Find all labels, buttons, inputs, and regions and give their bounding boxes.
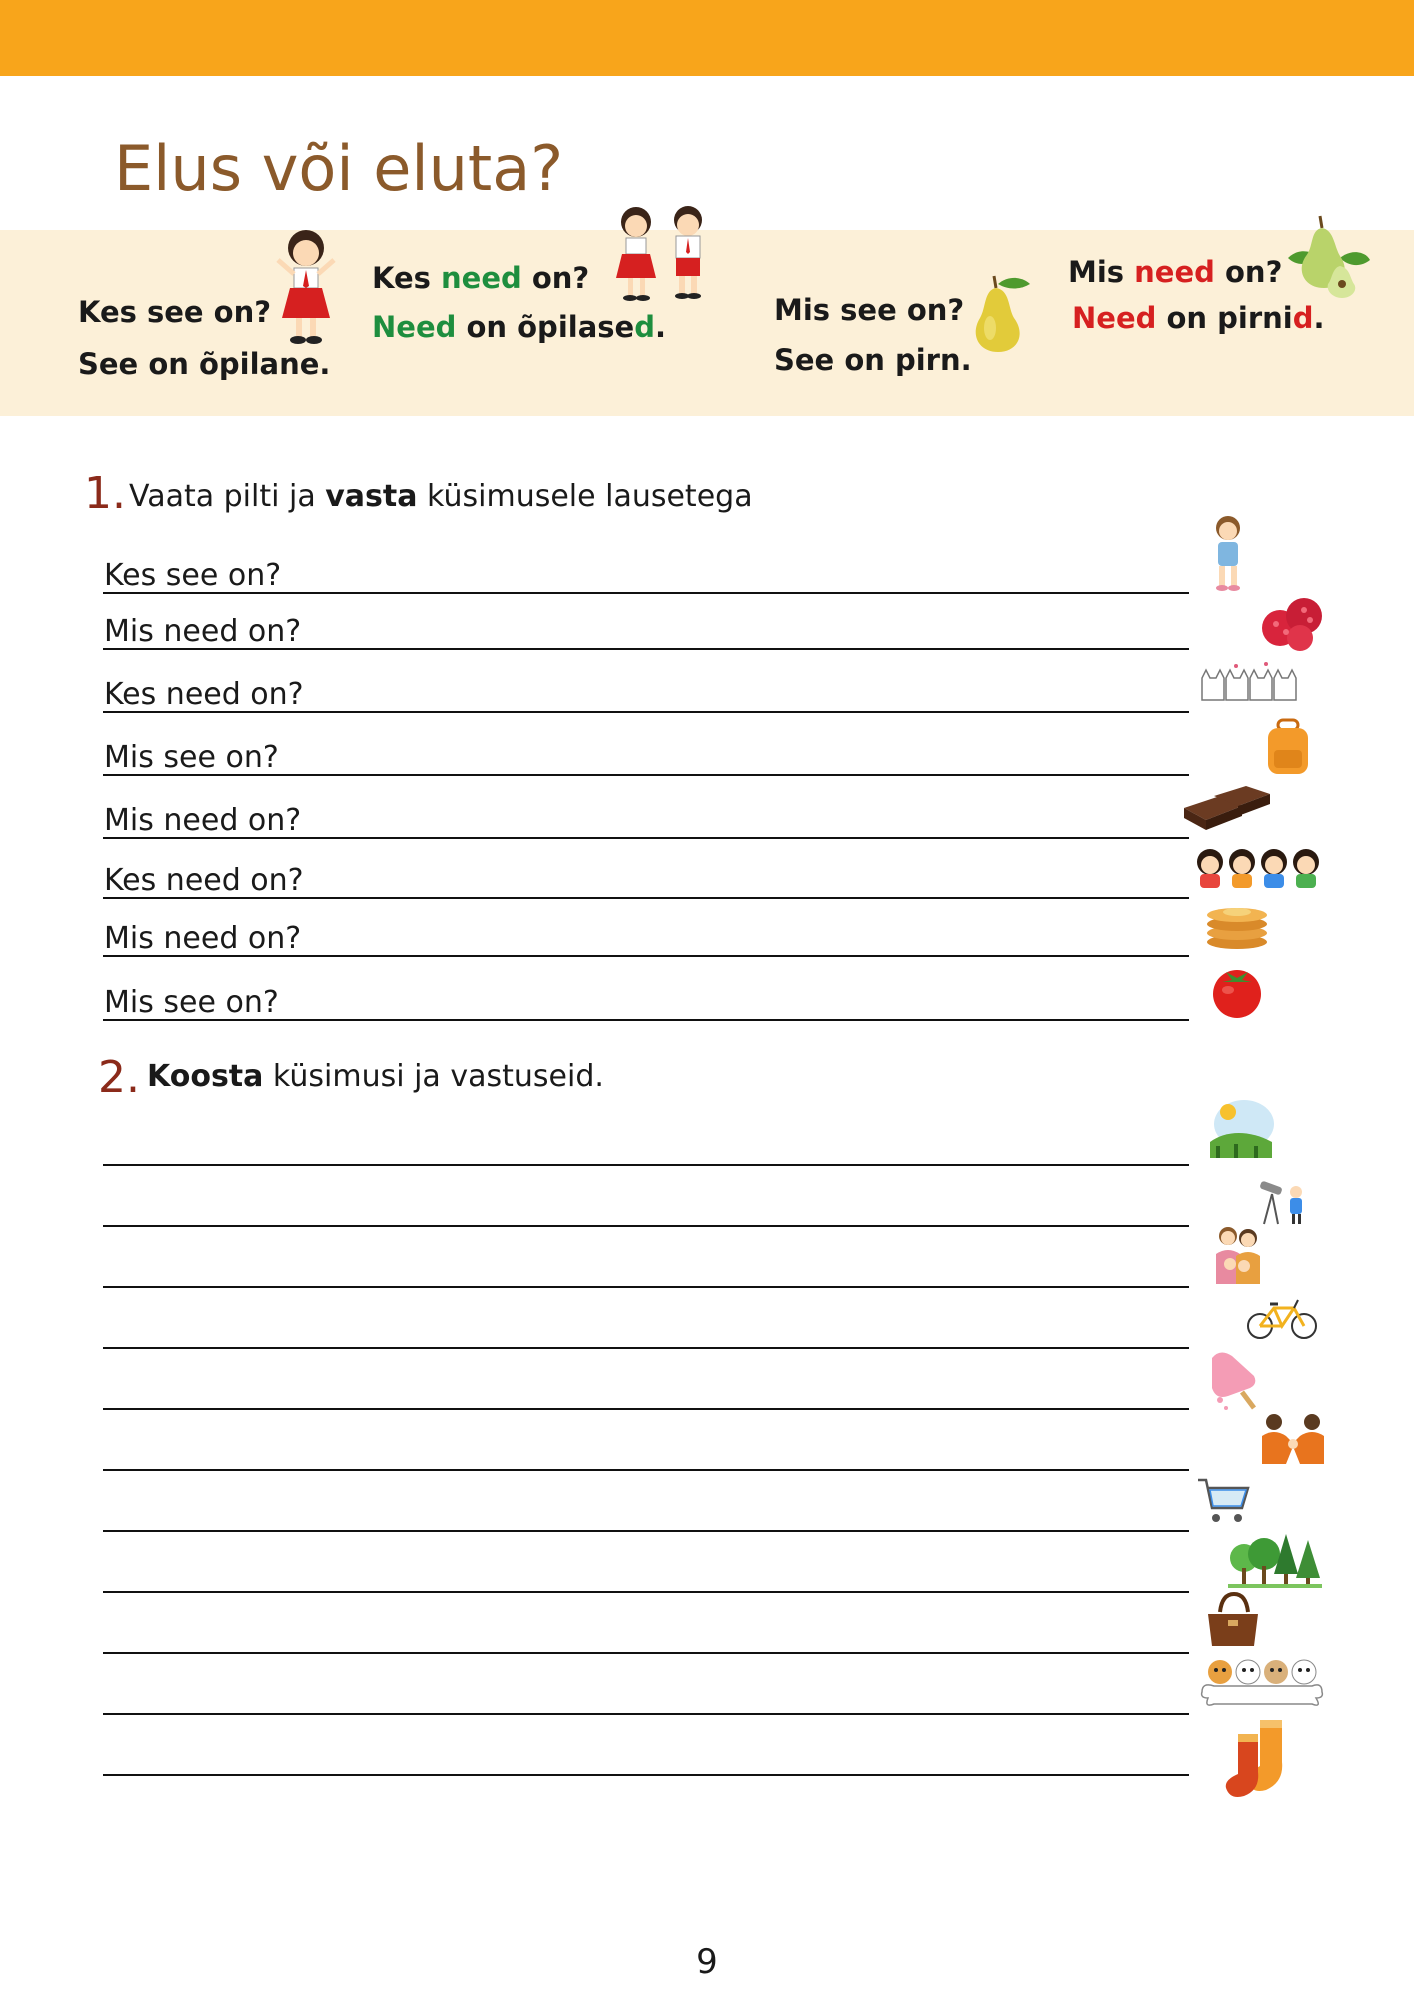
telescope-icon	[1258, 1178, 1308, 1228]
writing-line[interactable]	[103, 1469, 1189, 1471]
popsicle-icon	[1204, 1348, 1264, 1412]
girl-icon	[1204, 514, 1252, 594]
tomato-icon	[1208, 962, 1266, 1018]
example-2-question: Kes need on?	[372, 261, 590, 295]
bicycle-icon	[1246, 1294, 1318, 1342]
page-number: 9	[696, 1942, 718, 1982]
pear-icon	[964, 272, 1034, 356]
children-icon	[1194, 844, 1322, 888]
writing-line[interactable]	[103, 1591, 1189, 1593]
answer-line[interactable]: Mis need on?	[103, 911, 1189, 957]
backpack-icon	[1264, 718, 1312, 776]
landscape-icon	[1206, 1094, 1276, 1162]
socks-icon	[1222, 1716, 1306, 1800]
example-1-answer: See on õpilane.	[78, 347, 331, 381]
shopping-cart-icon	[1196, 1476, 1250, 1526]
answer-line[interactable]: Kes need on?	[103, 853, 1189, 899]
exercise-1-instruction: Vaata pilti ja vasta küsimusele lausetega	[129, 479, 753, 514]
cats-icon	[1196, 660, 1300, 704]
example-3-answer: See on pirn.	[774, 343, 972, 377]
writing-line[interactable]	[103, 1225, 1189, 1227]
writing-line[interactable]	[103, 1347, 1189, 1349]
top-color-bar	[0, 0, 1414, 76]
answer-line[interactable]: Mis see on?	[103, 975, 1189, 1021]
exercise-2-number: 2.	[98, 1052, 140, 1103]
exercise-1-number: 1.	[84, 468, 126, 519]
handbag-icon	[1204, 1592, 1262, 1648]
family-icon	[1208, 1224, 1266, 1284]
answer-line[interactable]: Mis need on?	[103, 793, 1189, 839]
writing-line[interactable]	[103, 1164, 1189, 1166]
answer-line[interactable]: Mis need on?	[103, 604, 1189, 650]
exercise-2-instruction: Koosta küsimusi ja vastuseid.	[147, 1059, 604, 1094]
dogs-icon	[1200, 1652, 1326, 1714]
writing-line[interactable]	[103, 1774, 1189, 1776]
writing-line[interactable]	[103, 1408, 1189, 1410]
student-girl-icon	[270, 226, 342, 348]
example-1-question: Kes see on?	[78, 295, 272, 329]
raspberries-icon	[1256, 588, 1328, 652]
example-3-question: Mis see on?	[774, 293, 965, 327]
pancakes-icon	[1204, 900, 1270, 950]
writing-line[interactable]	[103, 1713, 1189, 1715]
answer-line[interactable]: Kes see on?	[103, 548, 1189, 594]
forest-icon	[1228, 1530, 1322, 1590]
students-icon	[604, 202, 720, 306]
answer-line[interactable]: Kes need on?	[103, 667, 1189, 713]
example-4-answer: Need on pirnid.	[1072, 301, 1325, 335]
writing-line[interactable]	[103, 1652, 1189, 1654]
writing-line[interactable]	[103, 1286, 1189, 1288]
writing-line[interactable]	[103, 1530, 1189, 1532]
answer-line[interactable]: Mis see on?	[103, 730, 1189, 776]
example-2-answer: Need on õpilased.	[372, 310, 666, 344]
page-title: Elus või eluta?	[114, 132, 564, 205]
brownies-icon	[1180, 778, 1274, 834]
pears-icon	[1282, 214, 1372, 298]
example-4-question: Mis need on?	[1068, 255, 1283, 289]
handshake-icon	[1260, 1410, 1326, 1466]
